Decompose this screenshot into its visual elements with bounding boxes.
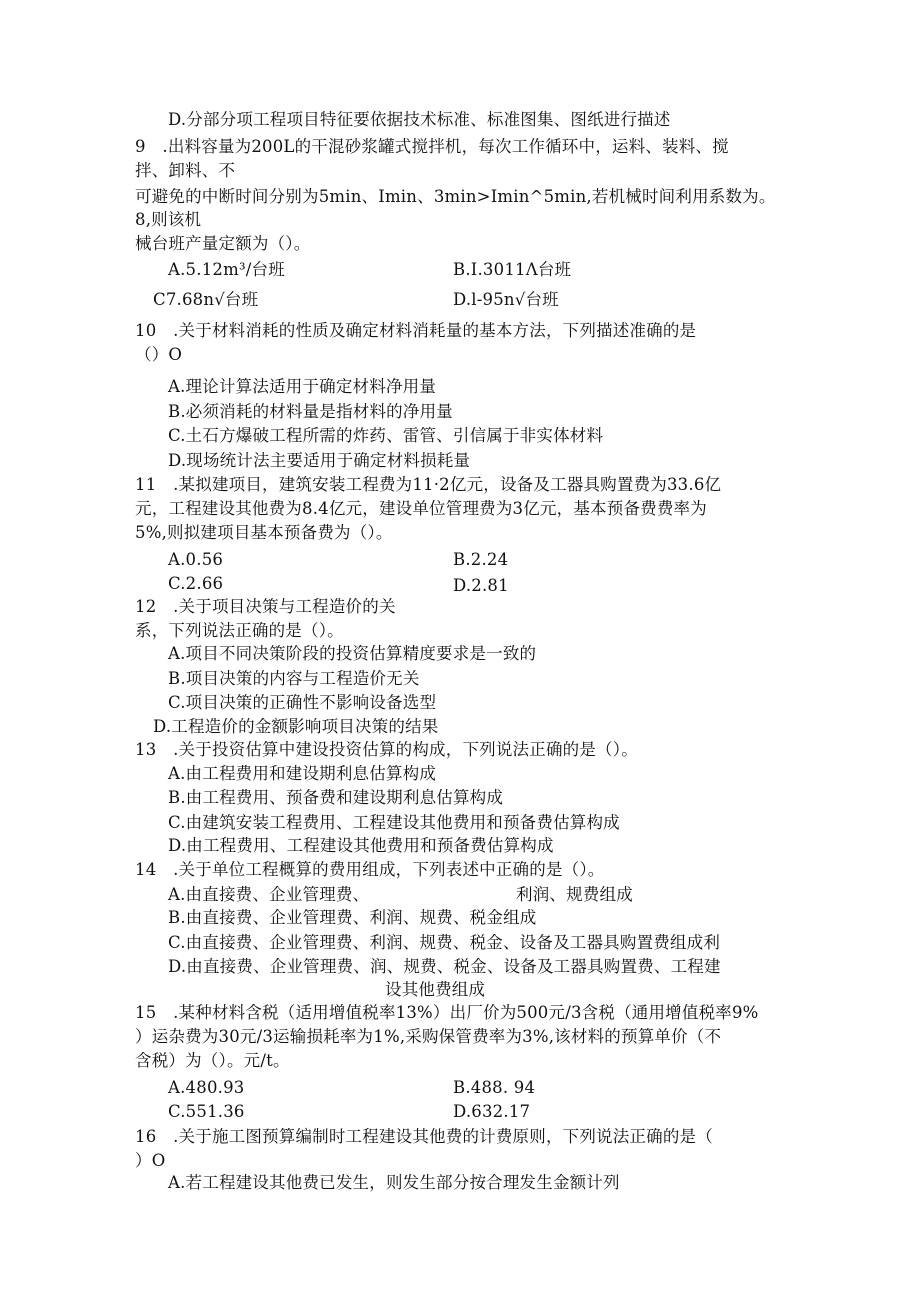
q15-option-d: D.632.17	[453, 1102, 531, 1121]
q12-option-b: B.项目决策的内容与工程造价无关	[168, 669, 420, 688]
q16-option-a: A.若工程建设其他费已发生，则发生部分按合理发生金额计列	[168, 1173, 620, 1192]
q14-option-a-part2: 利润、规费组成	[516, 885, 633, 904]
q13-option-b: B.由工程费用、预备费和建设期利息估算构成	[168, 788, 504, 807]
q9-stem-line5: 械台班产量定额为（）。	[135, 234, 311, 253]
q10-option-d: D.现场统计法主要适用于确定材料损耗量	[168, 451, 471, 470]
q9-option-a: A.5.12m³/台班	[168, 260, 285, 279]
q14-stem: 14 .关于单位工程概算的费用组成，下列表述中正确的是（）。	[135, 860, 605, 879]
q14-option-c: C.由直接费、企业管理费、利润、规费、税金、设备及工器具购置费组成利	[168, 933, 721, 952]
q11-stem-line3: 5%,则拟建项目基本预备费为（）。	[135, 523, 393, 542]
q9-stem-line3: 可避免的中断时间分别为5min、Imin、3min>Imin^5min,若机械时间利用系数为。	[135, 187, 776, 206]
q12-option-d: D.工程造价的金额影响项目决策的结果	[153, 717, 439, 736]
q9-option-b: B.I.3011Λ台班	[453, 260, 572, 279]
q9-option-d: D.l-95n√台班	[453, 290, 559, 309]
q14-option-d: D.由直接费、企业管理费、润、规费、税金、设备及工器具购置费、工程建	[168, 957, 721, 976]
q11-option-d: D.2.81	[453, 576, 509, 595]
q10-option-b: B.必须消耗的材料量是指材料的净用量	[168, 402, 453, 421]
q9-option-c: C7.68n√台班	[153, 290, 259, 309]
q8-option-d: D.分部分项工程项目特征要依据技术标准、标准图集、图纸进行描述	[168, 110, 671, 129]
q9-stem-line1: 9 .出料容量为200L的干混砂浆罐式搅拌机，每次工作循环中，运料、装料、搅	[135, 137, 729, 156]
q13-option-c: C.由建筑安装工程费用、工程建设其他费用和预备费估算构成	[168, 813, 620, 832]
q13-option-a: A.由工程费用和建设期利息估算构成	[168, 764, 437, 783]
q15-option-c: C.551.36	[168, 1102, 245, 1121]
q13-stem: 13 .关于投资估算中建设投资估算的构成，下列说法正确的是（）。	[135, 740, 638, 759]
q13-option-d: D.由工程费用、工程建设其他费用和预备费估算构成	[168, 836, 554, 855]
q12-stem-line2: 系，下列说法正确的是（）。	[135, 621, 344, 640]
q12-option-a: A.项目不同决策阶段的投资估算精度要求是一致的	[168, 644, 537, 663]
q15-option-a: A.480.93	[168, 1078, 245, 1097]
q14-option-a-part1: A.由直接费、企业管理费、	[168, 885, 370, 904]
q9-stem-line2: 拌、卸料、不	[135, 161, 236, 180]
q12-option-c: C.项目决策的正确性不影响设备选型	[168, 693, 437, 712]
q16-stem-line1: 16 .关于施工图预算编制时工程建设其他费的计费原则，下列说法正确的是（	[135, 1127, 713, 1146]
q12-stem-line1: 12 .关于项目决策与工程造价的关	[135, 597, 396, 616]
q10-option-c: C.土石方爆破工程所需的炸药、雷管、引信属于非实体材料	[168, 426, 604, 445]
q14-option-d-cont: 设其他费组成	[385, 980, 486, 999]
q16-stem-line2: ）O	[135, 1151, 166, 1170]
q10-stem-line2: （）O	[135, 345, 183, 364]
q11-option-b: B.2.24	[453, 550, 509, 569]
q14-option-b: B.由直接费、企业管理费、利润、规费、税金组成	[168, 908, 537, 927]
q10-option-a: A.理论计算法适用于确定材料净用量	[168, 377, 437, 396]
q15-stem-line3: 含税）为（）。元/t。	[135, 1051, 290, 1070]
q15-stem-line2: ）运杂费为30元/3运输损耗率为1%,采购保管费率为3%,该材料的预算单价（不	[135, 1027, 722, 1046]
q11-option-a: A.0.56	[168, 550, 224, 569]
q11-stem-line1: 11 .某拟建项目，建筑安装工程费为11·2亿元，设备及工器具购置费为33.6亿	[135, 475, 722, 494]
q11-option-c: C.2.66	[168, 574, 224, 593]
q15-option-b: B.488. 94	[453, 1078, 536, 1097]
q9-stem-line4: 8,则该机	[135, 210, 202, 229]
q15-stem-line1: 15 .某种材料含税（适用增值税率13%）出厂价为500元/3含税（通用增值税率9%	[135, 1003, 759, 1022]
q11-stem-line2: 元，工程建设其他费为8.4亿元，建设单位管理费为3亿元，基本预备费费率为	[135, 499, 707, 518]
q10-stem-line1: 10 .关于材料消耗的性质及确定材料消耗量的基本方法，下列描述准确的是	[135, 321, 697, 340]
